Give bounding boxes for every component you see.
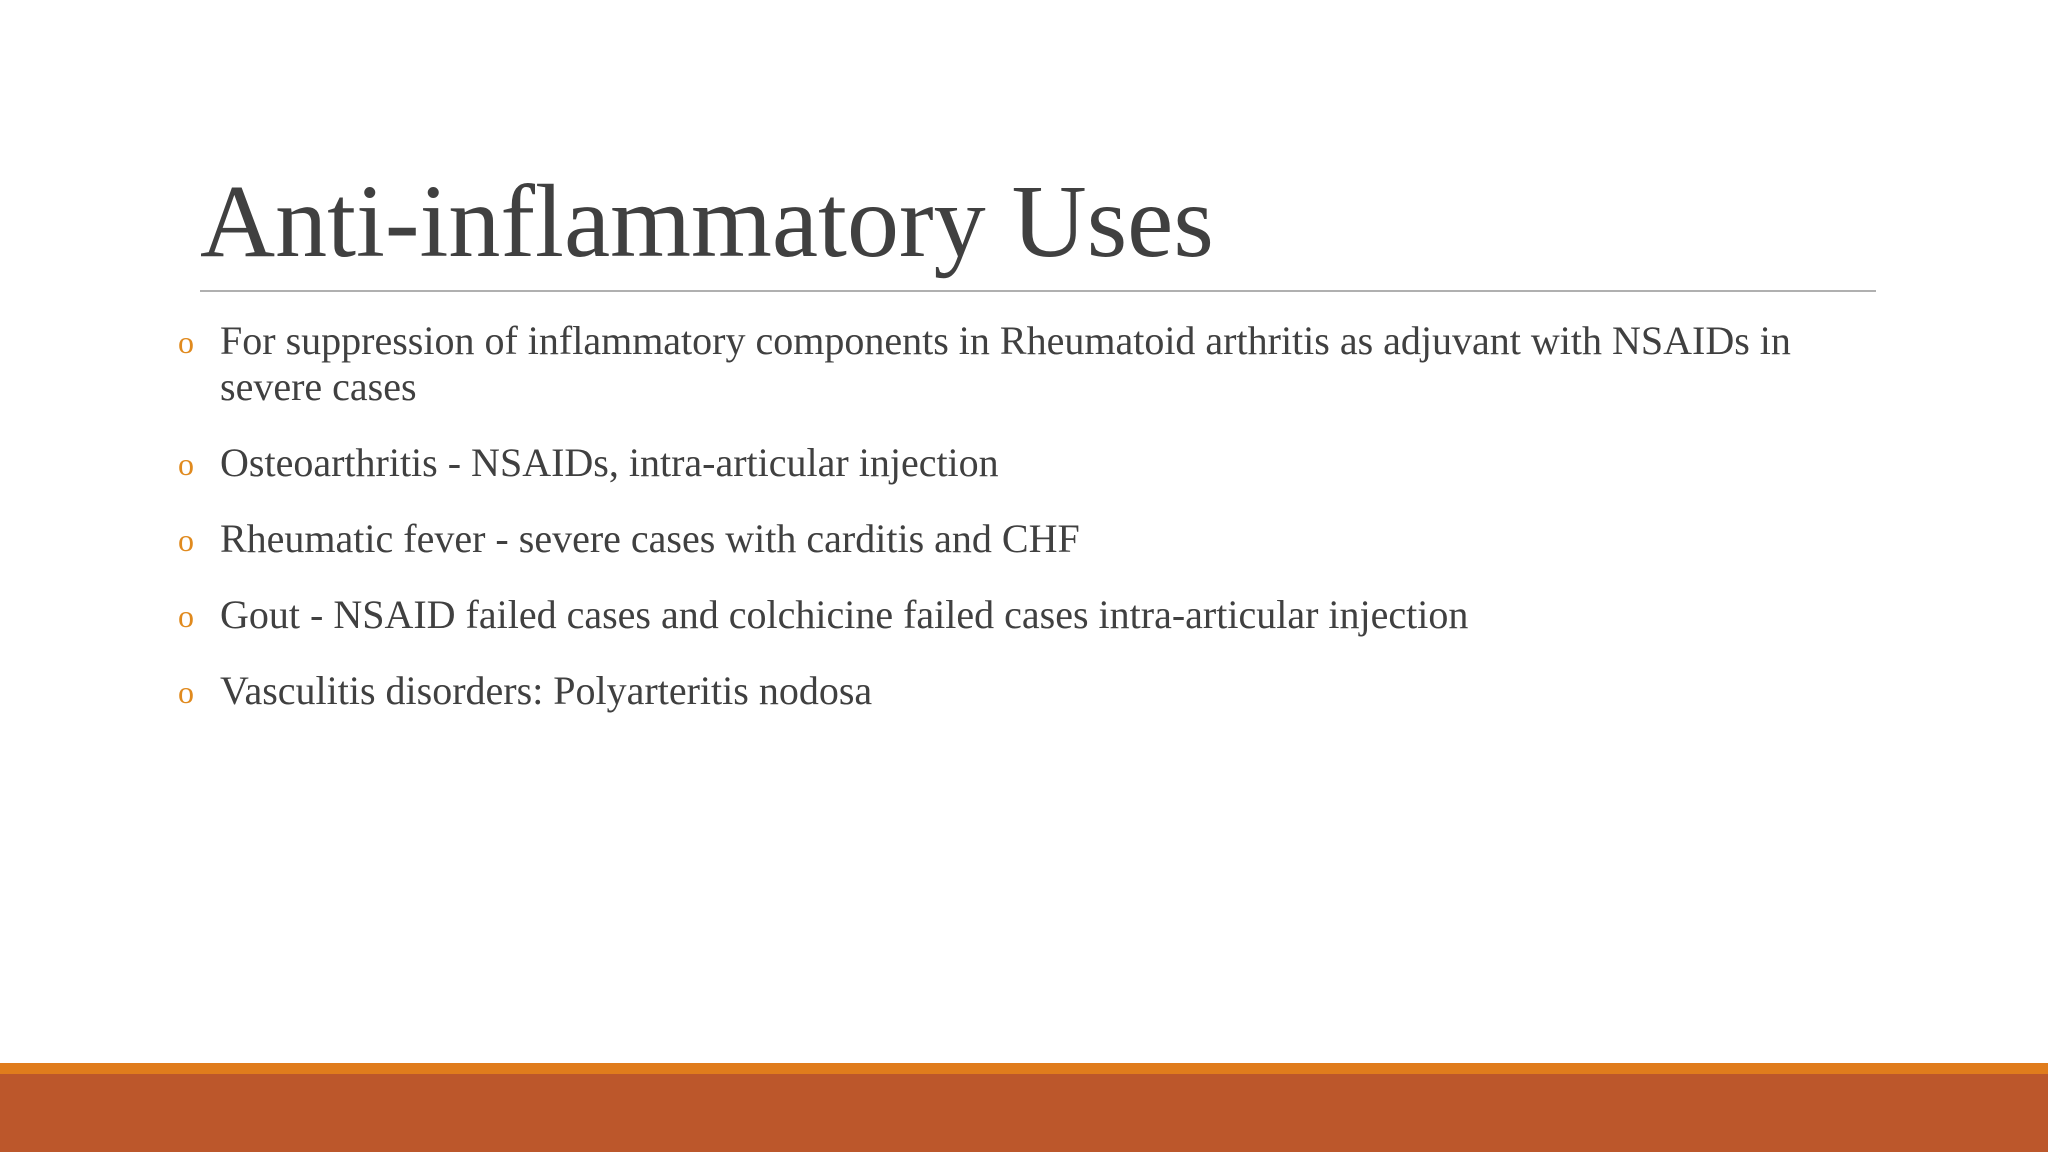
footer-band xyxy=(0,1074,2048,1152)
title-divider xyxy=(200,290,1876,292)
slide-title: Anti-inflammatory Uses xyxy=(200,164,1214,279)
bullet-text: Vasculitis disorders: Polyarteritis nodosa xyxy=(220,668,873,713)
bullet-list xyxy=(178,318,1886,744)
bullet-circle-icon: o xyxy=(178,446,194,482)
list-item xyxy=(178,592,1886,638)
bullet-circle-icon: o xyxy=(178,598,194,634)
bullet-circle-icon: o xyxy=(178,324,194,360)
bullet-circle-icon: o xyxy=(178,674,194,710)
bullet-text: For suppression of inflammatory components in Rheumatoid arthritis as adjuvant with NSAIDs in severe cases xyxy=(220,318,1791,409)
list-item xyxy=(178,516,1886,562)
footer-stripe xyxy=(0,1063,2048,1074)
bullet-text: Rheumatic fever - severe cases with carditis and CHF xyxy=(220,516,1080,561)
bullet-circle-icon: o xyxy=(178,522,194,558)
bullet-text: Osteoarthritis - NSAIDs, intra-articular injection xyxy=(220,440,999,485)
list-item xyxy=(178,318,1886,410)
bullet-text: Gout - NSAID failed cases and colchicine failed cases intra-articular injection xyxy=(220,592,1469,637)
list-item xyxy=(178,440,1886,486)
list-item xyxy=(178,668,1886,714)
